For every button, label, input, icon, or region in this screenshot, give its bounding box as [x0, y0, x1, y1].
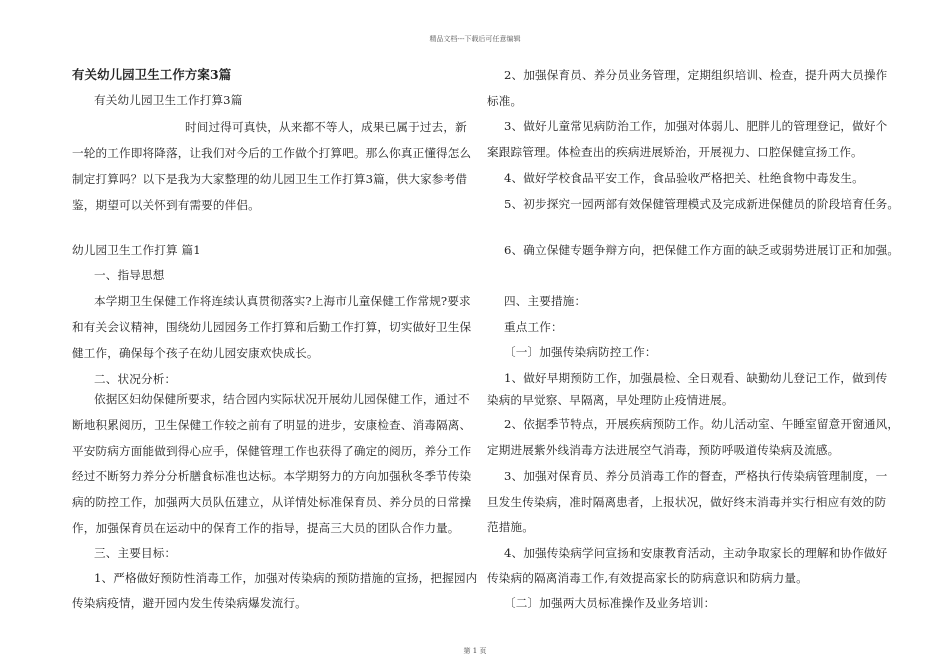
intro-line: 制定打算吗？以下是我为大家整理的幼儿园卫生工作打算3篇，供大家参考借: [72, 172, 468, 186]
paragraph-line: 6、确立保健专题争辩方向，把保健工作方面的缺乏或弱势进展订正和加强。: [504, 243, 900, 257]
page-footer: 第 1 页: [463, 647, 487, 655]
paragraph-line: 依据区妇幼保健所要求，结合园内实际状况开展幼儿园保健工作，通过不: [94, 392, 470, 406]
paragraph-line: 传染病的隔离消毒工作,有效提高家长的防病意识和防病力量。: [487, 571, 808, 585]
subheading: 〔一〕加强传染病防控工作：: [504, 345, 657, 359]
paragraph-line: 4、加强传染病学问宣扬和安康教育活动，主动争取家长的理解和协作做好: [504, 546, 888, 560]
subheading: 〔二〕加强两大员标准操作及业务培训：: [504, 596, 716, 610]
paragraph-line: 1、严格做好预防性消毒工作，加强对传染病的预防措施的宣扬，把握园内: [94, 571, 478, 585]
paragraph-line: 旦发生传染病，准时隔离患者，上报状况，做好终末消毒并实行相应有效的防: [487, 495, 887, 509]
paragraph-line: 定期进展紫外线消毒方法进展空气消毒，预防呼吸道传染病及流感。: [487, 443, 840, 457]
paragraph-line: 平安防病方面能做到得心应手，保健管理工作也获得了确定的阅历，养分工作: [72, 444, 472, 458]
paragraph-line: 案跟踪管理。体检查出的疾病进展矫治，开展视力、口腔保健宣扬工作。: [487, 145, 863, 159]
paragraph-line: 和有关会议精神，围绕幼儿园园务工作打算和后勤工作打算，切实做好卫生保: [72, 320, 472, 334]
paragraph-line: 传染病疫情，避开园内发生传染病爆发流行。: [72, 596, 307, 610]
paragraph-line: 健工作，确保每个孩子在幼儿园安康欢快成长。: [72, 346, 319, 360]
paragraph-line: 经过不断努力养分分析膳食标准也达标。本学期努力的方向加强秋冬季节传染: [72, 469, 472, 483]
intro-line: 一轮的工作即将降落，让我们对今后的工作做个打算吧。那么你真正懂得怎么: [72, 146, 472, 160]
paragraph-line: 5、初步探究一园两部有效保健管理模式及完成新进保健员的阶段培育任务。: [504, 197, 900, 211]
subheading: 二、状况分析：: [94, 372, 177, 386]
intro-line: 时间过得可真快，从来都不等人，成果已属于过去，新: [185, 120, 467, 134]
paragraph-line: 2、依据季节特点，开展疾病预防工作。幼儿活动室、午睡室留意开窗通风，: [504, 417, 900, 431]
subheading: 一、指导思想: [94, 268, 165, 282]
subtitle: 有关幼儿园卫生工作打算3篇: [94, 93, 243, 107]
paragraph-line: 2、加强保育员、养分员业务管理，定期组织培训、检查，提升两大员操作: [504, 68, 888, 82]
paragraph-line: 1、做好早期预防工作，加强晨检、全日观看、缺勤幼儿登记工作，做到传: [504, 371, 888, 385]
paragraph-line: 作，加强保育员在运动中的保育工作的指导，提高三大员的团队合作力量。: [72, 521, 460, 535]
document-title: 有关幼儿园卫生工作方案3篇: [72, 67, 232, 82]
paragraph-line: 断地积累阅历，卫生保健工作较之前有了明显的进步，安康检查、消毒隔离、: [72, 418, 472, 432]
subheading: 三、主要目标：: [94, 546, 177, 560]
paragraph-line: 病的防控工作，加强两大员队伍建立，从详情处标准保育员、养分员的日常操: [72, 495, 472, 509]
paragraph-line: 4、做好学校食品平安工作，食品验收严格把关、杜绝食物中毒发生。: [504, 171, 864, 185]
paragraph-line: 3、加强对保育员、养分员消毒工作的督查，严格执行传染病管理制度，一: [504, 469, 888, 483]
paragraph-line: 3、做好儿童常见病防治工作，加强对体弱儿、肥胖儿的管理登记，做好个: [504, 119, 888, 133]
subheading: 重点工作：: [504, 320, 563, 334]
paragraph-line: 本学期卫生保健工作将连续认真贯彻落实?上海市儿童保健工作常规?要求: [94, 294, 471, 308]
page-header: 精品文档---下载后可任意编辑: [429, 35, 521, 43]
paragraph-line: 标准。: [487, 94, 523, 108]
intro-line: 鉴，期望可以关怀到有需要的伴侣。: [72, 198, 260, 212]
section-heading: 四、主要措施：: [504, 294, 587, 308]
section-heading: 幼儿园卫生工作打算 篇1: [72, 243, 201, 257]
paragraph-line: 染病的早觉察、早隔离，早处理防止疫情进展。: [487, 393, 734, 407]
paragraph-line: 范措施。: [487, 520, 534, 534]
